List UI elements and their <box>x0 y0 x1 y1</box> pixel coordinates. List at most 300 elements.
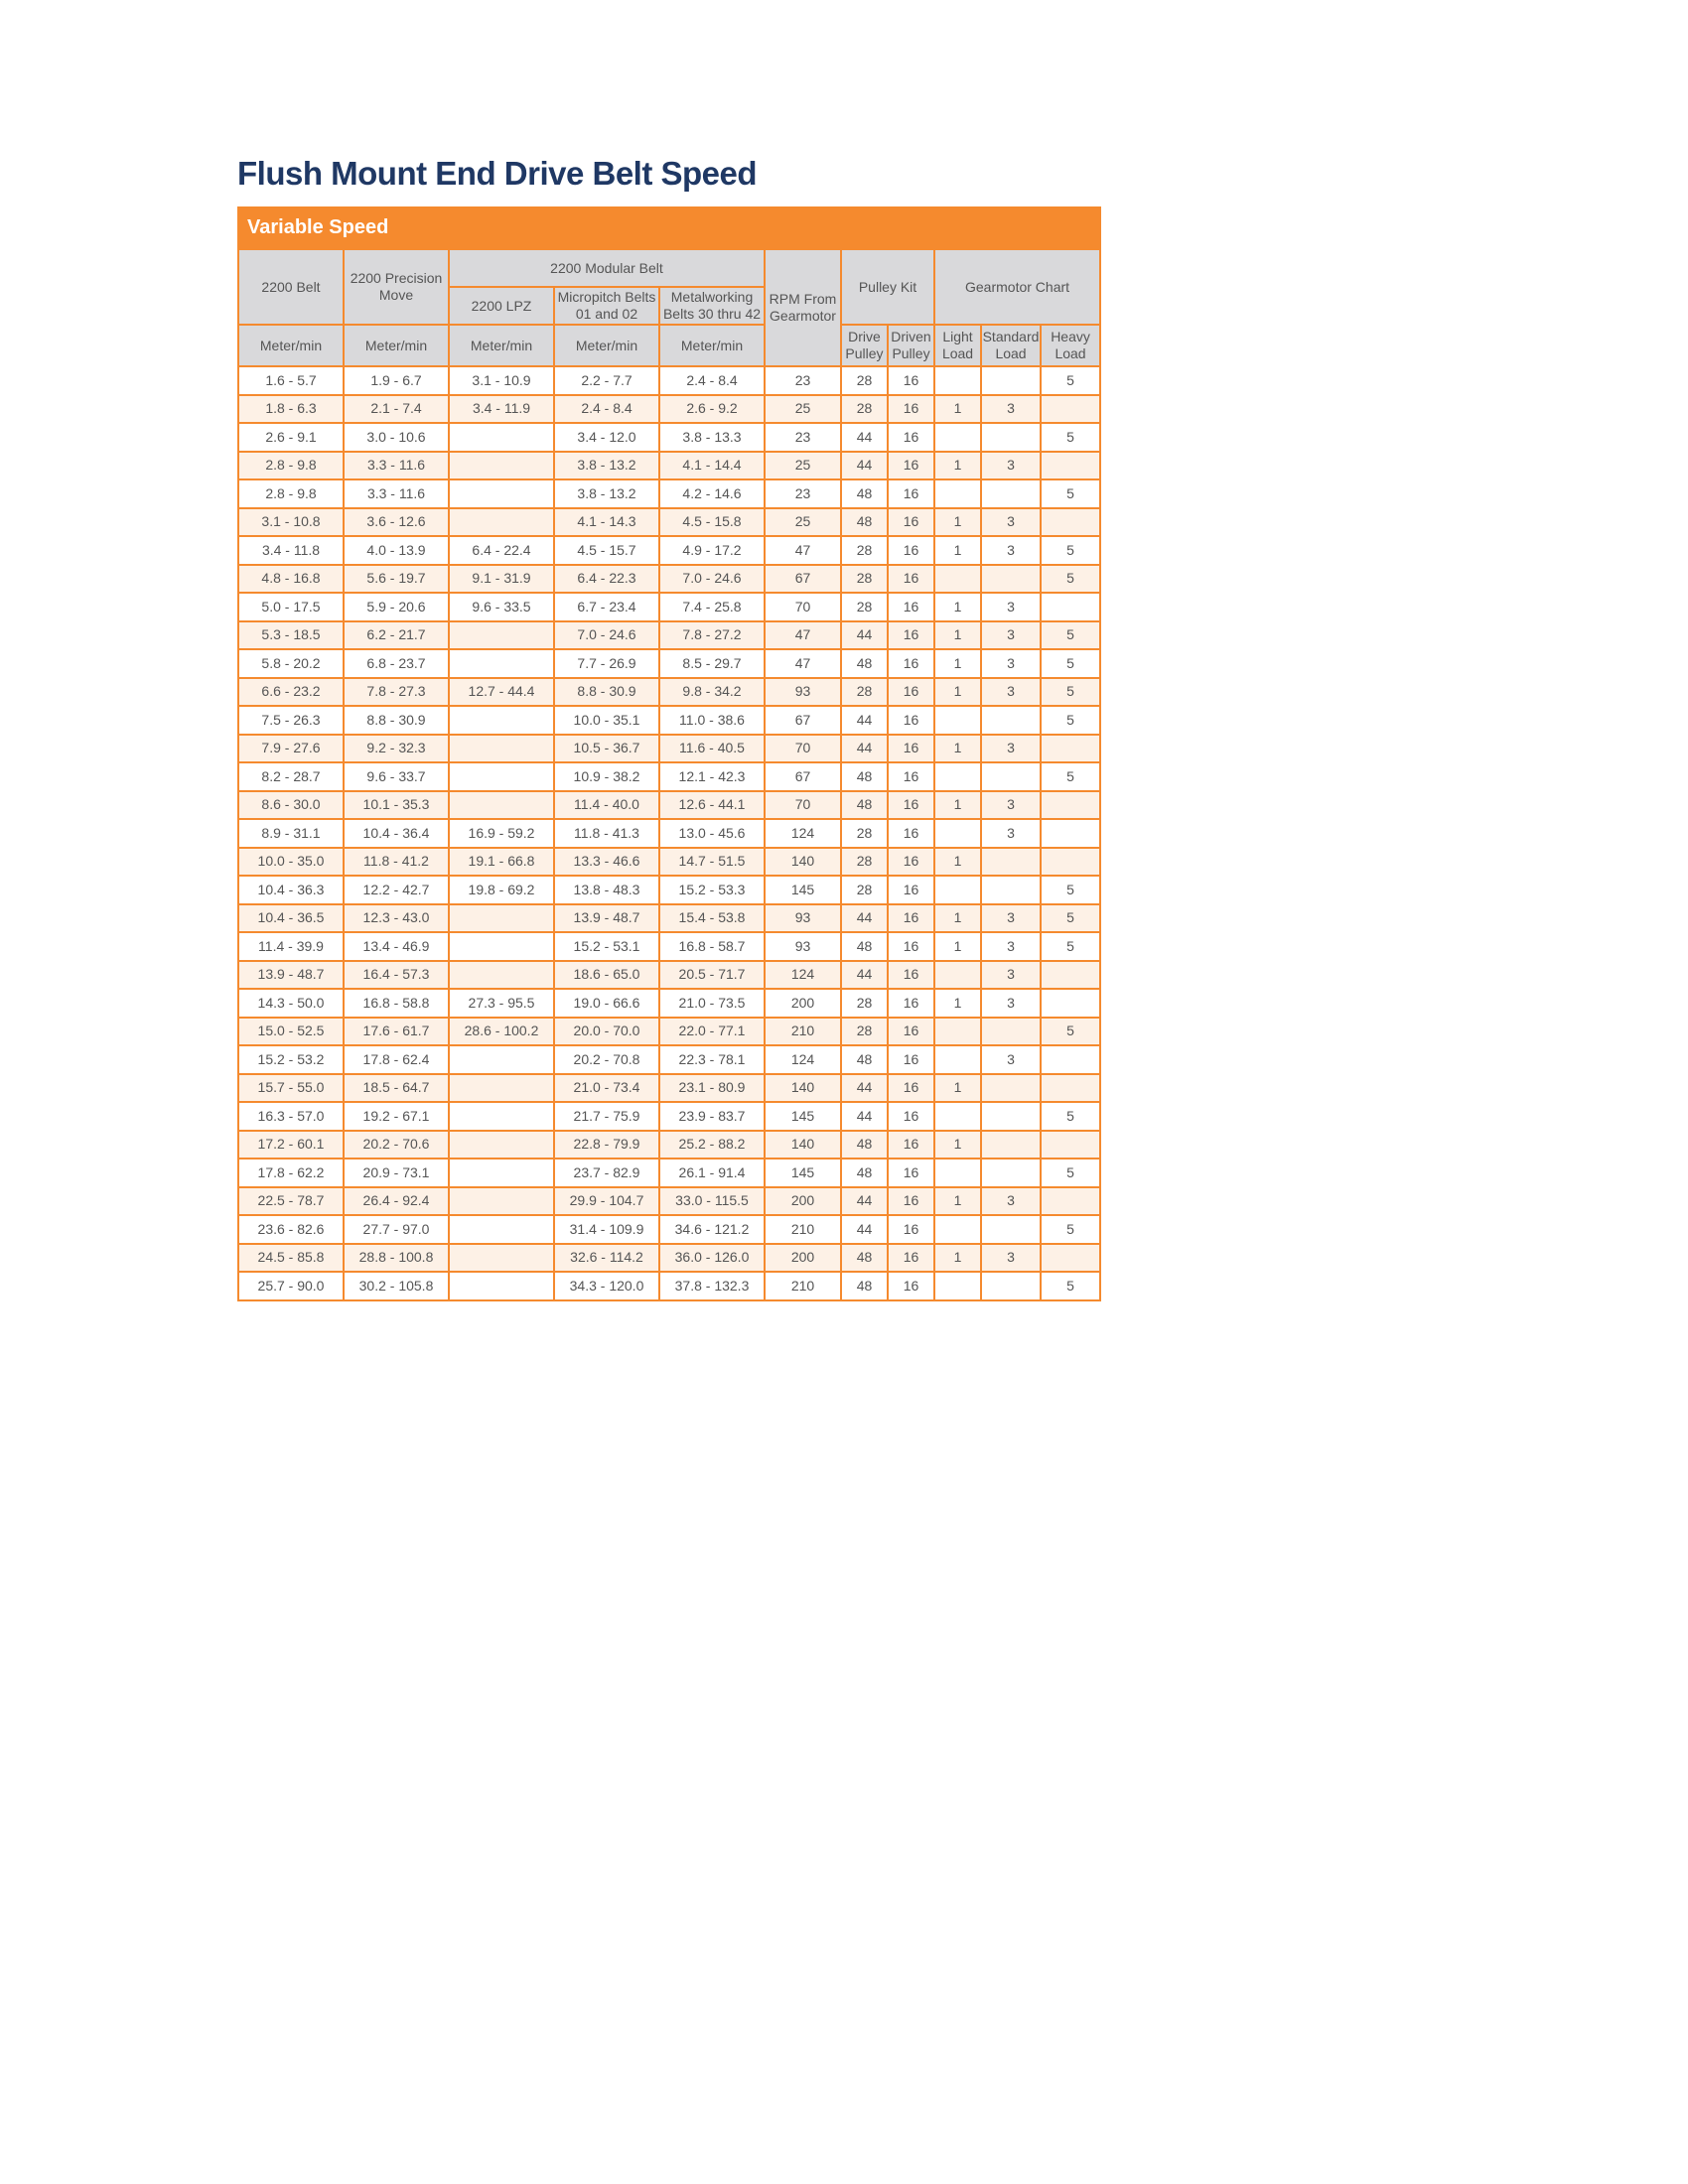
table-row <box>238 593 1100 621</box>
table-cell: 27.3 - 95.5 <box>449 989 554 1018</box>
table-cell: 23 <box>765 479 841 508</box>
table-cell: 2.8 - 9.8 <box>238 479 344 508</box>
table-cell <box>449 961 554 990</box>
table-cell: 4.2 - 14.6 <box>659 479 765 508</box>
table-cell: 12.1 - 42.3 <box>659 762 765 791</box>
table-row <box>238 1187 1100 1216</box>
table-cell: 3 <box>981 1187 1041 1216</box>
table-cell: 1 <box>934 904 981 933</box>
header-rpm: RPM From Gearmotor <box>765 249 841 366</box>
table-cell: 16 <box>888 452 934 480</box>
table-cell <box>981 1272 1041 1300</box>
table-cell <box>449 735 554 763</box>
page-title: Flush Mount End Drive Belt Speed <box>237 155 758 192</box>
table-cell: 19.0 - 66.6 <box>554 989 659 1018</box>
table-cell: 16 <box>888 1215 934 1244</box>
table-cell: 8.8 - 30.9 <box>344 706 449 735</box>
table-cell: 22.8 - 79.9 <box>554 1131 659 1160</box>
table-cell: 20.2 - 70.6 <box>344 1131 449 1160</box>
table-cell <box>449 1215 554 1244</box>
table-cell <box>934 1272 981 1300</box>
table-cell: 1 <box>934 1074 981 1103</box>
table-cell: 200 <box>765 1187 841 1216</box>
table-cell: 3.0 - 10.6 <box>344 423 449 452</box>
table-cell: 23.9 - 83.7 <box>659 1102 765 1131</box>
table-cell: 16 <box>888 1074 934 1103</box>
table-cell: 1 <box>934 508 981 537</box>
table-cell: 23.1 - 80.9 <box>659 1074 765 1103</box>
table-cell <box>934 876 981 904</box>
table-cell <box>934 819 981 848</box>
table-cell: 3 <box>981 1244 1041 1273</box>
table-cell: 1 <box>934 791 981 820</box>
table-cell: 47 <box>765 536 841 565</box>
table-cell: 10.4 - 36.4 <box>344 819 449 848</box>
table-cell: 8.8 - 30.9 <box>554 678 659 707</box>
table-cell: 5 <box>1041 1159 1100 1187</box>
table-cell: 4.1 - 14.4 <box>659 452 765 480</box>
table-cell: 44 <box>841 735 888 763</box>
table-cell <box>1041 1187 1100 1216</box>
table-cell: 17.6 - 61.7 <box>344 1018 449 1046</box>
table-cell: 28 <box>841 593 888 621</box>
table-cell: 10.4 - 36.5 <box>238 904 344 933</box>
table-cell: 1.9 - 6.7 <box>344 366 449 395</box>
table-row <box>238 1102 1100 1131</box>
table-cell: 5 <box>1041 1272 1100 1300</box>
table-row <box>238 819 1100 848</box>
unit-header: Meter/min <box>449 325 554 366</box>
table-cell: 5 <box>1041 1215 1100 1244</box>
table-cell: 145 <box>765 1102 841 1131</box>
table-cell: 93 <box>765 904 841 933</box>
table-cell: 22.5 - 78.7 <box>238 1187 344 1216</box>
table-cell <box>1041 848 1100 877</box>
table-cell: 16.3 - 57.0 <box>238 1102 344 1131</box>
table-cell: 16.9 - 59.2 <box>449 819 554 848</box>
table-cell: 37.8 - 132.3 <box>659 1272 765 1300</box>
table-cell: 34.3 - 120.0 <box>554 1272 659 1300</box>
table-cell <box>981 1131 1041 1160</box>
table-cell: 7.9 - 27.6 <box>238 735 344 763</box>
table-cell: 5 <box>1041 678 1100 707</box>
table-cell: 7.8 - 27.2 <box>659 621 765 650</box>
table-row <box>238 848 1100 877</box>
table-cell <box>934 1045 981 1074</box>
table-cell: 16 <box>888 536 934 565</box>
unit-header: Meter/min <box>344 325 449 366</box>
table-cell: 1 <box>934 621 981 650</box>
table-cell: 14.3 - 50.0 <box>238 989 344 1018</box>
table-cell: 3.4 - 11.9 <box>449 395 554 424</box>
table-cell: 124 <box>765 961 841 990</box>
table-cell: 16 <box>888 819 934 848</box>
table-row <box>238 678 1100 707</box>
table-cell: 48 <box>841 932 888 961</box>
table-cell: 2.1 - 7.4 <box>344 395 449 424</box>
table-cell: 3 <box>981 735 1041 763</box>
table-cell: 3 <box>981 1045 1041 1074</box>
table-cell: 93 <box>765 678 841 707</box>
table-cell: 22.3 - 78.1 <box>659 1045 765 1074</box>
table-cell: 10.9 - 38.2 <box>554 762 659 791</box>
table-cell: 15.7 - 55.0 <box>238 1074 344 1103</box>
table-cell: 16 <box>888 1045 934 1074</box>
table-cell: 67 <box>765 706 841 735</box>
table-cell: 20.2 - 70.8 <box>554 1045 659 1074</box>
table-cell: 44 <box>841 1187 888 1216</box>
table-cell: 16 <box>888 508 934 537</box>
table-cell: 23.6 - 82.6 <box>238 1215 344 1244</box>
table-cell: 4.0 - 13.9 <box>344 536 449 565</box>
table-cell <box>934 423 981 452</box>
table-cell: 1 <box>934 1187 981 1216</box>
table-cell <box>981 423 1041 452</box>
table-cell: 28 <box>841 536 888 565</box>
table-cell: 16 <box>888 876 934 904</box>
table-cell: 16 <box>888 932 934 961</box>
table-cell: 20.9 - 73.1 <box>344 1159 449 1187</box>
table-cell: 16.8 - 58.8 <box>344 989 449 1018</box>
table-cell: 5 <box>1041 876 1100 904</box>
table-cell: 16 <box>888 1244 934 1273</box>
table-cell: 11.4 - 39.9 <box>238 932 344 961</box>
table-cell: 5 <box>1041 762 1100 791</box>
table-cell <box>449 706 554 735</box>
table-cell: 4.5 - 15.7 <box>554 536 659 565</box>
table-cell: 1 <box>934 678 981 707</box>
table-cell: 28.8 - 100.8 <box>344 1244 449 1273</box>
table-cell: 3 <box>981 649 1041 678</box>
table-cell: 70 <box>765 791 841 820</box>
table-cell: 200 <box>765 1244 841 1273</box>
table-cell: 13.3 - 46.6 <box>554 848 659 877</box>
table-cell: 16 <box>888 479 934 508</box>
table-cell: 48 <box>841 649 888 678</box>
header-pulley-kit: Pulley Kit <box>841 249 934 325</box>
table-cell: 2.4 - 8.4 <box>659 366 765 395</box>
table-row <box>238 1244 1100 1273</box>
table-cell: 48 <box>841 1045 888 1074</box>
unit-header: Meter/min <box>238 325 344 366</box>
table-cell: 3 <box>981 508 1041 537</box>
table-cell: 1 <box>934 1131 981 1160</box>
table-cell <box>449 1272 554 1300</box>
table-cell: 28 <box>841 395 888 424</box>
table-cell: 25 <box>765 452 841 480</box>
table-cell: 16 <box>888 1018 934 1046</box>
table-row <box>238 1131 1100 1160</box>
table-cell: 5.6 - 19.7 <box>344 565 449 594</box>
table-cell: 15.2 - 53.1 <box>554 932 659 961</box>
table-cell: 9.6 - 33.7 <box>344 762 449 791</box>
unit-header: Meter/min <box>554 325 659 366</box>
table-cell <box>449 1244 554 1273</box>
table-cell: 48 <box>841 791 888 820</box>
table-cell <box>1041 395 1100 424</box>
table-cell: 1 <box>934 593 981 621</box>
table-cell <box>449 791 554 820</box>
table-cell: 16 <box>888 1159 934 1187</box>
table-cell: 28 <box>841 989 888 1018</box>
table-cell: 28 <box>841 678 888 707</box>
table-cell: 210 <box>765 1215 841 1244</box>
table-cell: 16 <box>888 565 934 594</box>
table-cell: 16 <box>888 848 934 877</box>
table-row <box>238 621 1100 650</box>
table-cell: 140 <box>765 848 841 877</box>
table-cell: 17.8 - 62.4 <box>344 1045 449 1074</box>
table-cell: 2.8 - 9.8 <box>238 452 344 480</box>
table-cell: 16 <box>888 791 934 820</box>
table-cell: 16 <box>888 1102 934 1131</box>
table-cell <box>981 762 1041 791</box>
header-gearmotor-chart: Gearmotor Chart <box>934 249 1100 325</box>
table-cell <box>449 479 554 508</box>
table-cell: 4.1 - 14.3 <box>554 508 659 537</box>
table-cell: 145 <box>765 1159 841 1187</box>
table-cell: 36.0 - 126.0 <box>659 1244 765 1273</box>
header-lpz: 2200 LPZ <box>449 287 554 325</box>
table-cell: 10.5 - 36.7 <box>554 735 659 763</box>
table-cell: 28 <box>841 366 888 395</box>
table-cell <box>934 706 981 735</box>
table-cell: 26.1 - 91.4 <box>659 1159 765 1187</box>
table-cell: 3 <box>981 961 1041 990</box>
table-cell: 6.4 - 22.4 <box>449 536 554 565</box>
table-cell: 25.7 - 90.0 <box>238 1272 344 1300</box>
table-cell: 27.7 - 97.0 <box>344 1215 449 1244</box>
table-cell: 12.3 - 43.0 <box>344 904 449 933</box>
table-cell: 7.0 - 24.6 <box>659 565 765 594</box>
table-cell: 1 <box>934 932 981 961</box>
table-cell: 5 <box>1041 536 1100 565</box>
table-cell: 9.8 - 34.2 <box>659 678 765 707</box>
table-cell: 47 <box>765 649 841 678</box>
table-cell <box>1041 989 1100 1018</box>
table-cell: 8.6 - 30.0 <box>238 791 344 820</box>
header-heavy-load: Heavy Load <box>1041 325 1100 366</box>
table-cell: 6.6 - 23.2 <box>238 678 344 707</box>
table-cell: 16 <box>888 904 934 933</box>
table-cell: 210 <box>765 1018 841 1046</box>
table-cell: 10.1 - 35.3 <box>344 791 449 820</box>
table-row <box>238 791 1100 820</box>
table-cell <box>449 649 554 678</box>
table-cell <box>449 452 554 480</box>
table-cell: 5 <box>1041 565 1100 594</box>
table-cell: 5 <box>1041 1018 1100 1046</box>
table-cell: 25 <box>765 508 841 537</box>
table-cell: 140 <box>765 1131 841 1160</box>
table-cell: 3.8 - 13.3 <box>659 423 765 452</box>
table-cell <box>934 479 981 508</box>
table-row <box>238 536 1100 565</box>
table-cell: 3 <box>981 791 1041 820</box>
table-cell <box>449 1131 554 1160</box>
table-cell: 16 <box>888 989 934 1018</box>
table-row <box>238 565 1100 594</box>
table-cell: 6.2 - 21.7 <box>344 621 449 650</box>
table-row <box>238 508 1100 537</box>
table-cell: 70 <box>765 735 841 763</box>
table-cell <box>981 366 1041 395</box>
table-cell: 44 <box>841 961 888 990</box>
table-cell: 19.8 - 69.2 <box>449 876 554 904</box>
table-row <box>238 479 1100 508</box>
table-cell: 3.8 - 13.2 <box>554 452 659 480</box>
table-cell: 30.2 - 105.8 <box>344 1272 449 1300</box>
table-cell: 124 <box>765 1045 841 1074</box>
table-cell: 21.7 - 75.9 <box>554 1102 659 1131</box>
table-row <box>238 452 1100 480</box>
table-row <box>238 1045 1100 1074</box>
table-cell: 28 <box>841 565 888 594</box>
table-cell <box>1041 791 1100 820</box>
table-cell: 10.0 - 35.0 <box>238 848 344 877</box>
table-cell: 3 <box>981 621 1041 650</box>
table-cell: 3 <box>981 678 1041 707</box>
table-cell: 4.9 - 17.2 <box>659 536 765 565</box>
table-cell: 200 <box>765 989 841 1018</box>
table-cell: 6.8 - 23.7 <box>344 649 449 678</box>
table-cell: 28 <box>841 876 888 904</box>
table-cell <box>934 565 981 594</box>
table-cell: 17.2 - 60.1 <box>238 1131 344 1160</box>
table-cell <box>1041 452 1100 480</box>
table-cell: 5 <box>1041 366 1100 395</box>
table-cell: 5.8 - 20.2 <box>238 649 344 678</box>
table-cell: 1 <box>934 395 981 424</box>
table-cell: 3 <box>981 536 1041 565</box>
table-cell: 8.2 - 28.7 <box>238 762 344 791</box>
table-cell: 7.8 - 27.3 <box>344 678 449 707</box>
table-cell: 1.6 - 5.7 <box>238 366 344 395</box>
table-cell <box>1041 819 1100 848</box>
table-cell <box>449 1102 554 1131</box>
table-cell: 2.2 - 7.7 <box>554 366 659 395</box>
table-row <box>238 706 1100 735</box>
table-cell: 28 <box>841 848 888 877</box>
table-cell: 3.6 - 12.6 <box>344 508 449 537</box>
table-cell: 20.0 - 70.0 <box>554 1018 659 1046</box>
table-cell: 5.0 - 17.5 <box>238 593 344 621</box>
table-cell: 11.4 - 40.0 <box>554 791 659 820</box>
table-row <box>238 395 1100 424</box>
table-cell: 20.5 - 71.7 <box>659 961 765 990</box>
table-cell <box>981 1074 1041 1103</box>
table-row <box>238 762 1100 791</box>
table-row <box>238 1159 1100 1187</box>
table-row <box>238 649 1100 678</box>
table-cell: 14.7 - 51.5 <box>659 848 765 877</box>
table-cell: 3.3 - 11.6 <box>344 479 449 508</box>
table-cell <box>934 762 981 791</box>
table-cell: 5 <box>1041 706 1100 735</box>
table-cell: 16.8 - 58.7 <box>659 932 765 961</box>
table-cell: 3.4 - 11.8 <box>238 536 344 565</box>
table-cell: 16 <box>888 593 934 621</box>
table-cell: 28 <box>841 819 888 848</box>
table-cell: 145 <box>765 876 841 904</box>
table-cell: 16 <box>888 1131 934 1160</box>
table-cell: 13.0 - 45.6 <box>659 819 765 848</box>
table-cell: 15.2 - 53.2 <box>238 1045 344 1074</box>
table-cell: 5.9 - 20.6 <box>344 593 449 621</box>
table-cell <box>1041 593 1100 621</box>
table-body <box>238 366 1100 1300</box>
table-cell: 16 <box>888 1187 934 1216</box>
table-cell: 2.6 - 9.1 <box>238 423 344 452</box>
table-cell: 21.0 - 73.4 <box>554 1074 659 1103</box>
table-cell: 16 <box>888 621 934 650</box>
table-cell: 23 <box>765 423 841 452</box>
table-cell: 9.6 - 33.5 <box>449 593 554 621</box>
table-cell: 7.5 - 26.3 <box>238 706 344 735</box>
table-cell <box>449 621 554 650</box>
table-cell: 124 <box>765 819 841 848</box>
table-cell: 44 <box>841 1102 888 1131</box>
table-cell: 12.6 - 44.1 <box>659 791 765 820</box>
table-cell: 48 <box>841 479 888 508</box>
table-row <box>238 1018 1100 1046</box>
table-cell: 8.9 - 31.1 <box>238 819 344 848</box>
table-row <box>238 735 1100 763</box>
table-cell: 25.2 - 88.2 <box>659 1131 765 1160</box>
header-light-load: Light Load <box>934 325 981 366</box>
table-cell: 44 <box>841 621 888 650</box>
table-cell: 3.4 - 12.0 <box>554 423 659 452</box>
table-cell: 16 <box>888 961 934 990</box>
table-cell: 3 <box>981 395 1041 424</box>
table-cell <box>449 1045 554 1074</box>
table-banner: Variable Speed <box>237 206 1101 248</box>
table-cell: 48 <box>841 508 888 537</box>
table-row <box>238 366 1100 395</box>
table-cell <box>934 1159 981 1187</box>
table-cell: 44 <box>841 904 888 933</box>
table-cell: 7.4 - 25.8 <box>659 593 765 621</box>
table-cell: 67 <box>765 762 841 791</box>
table-cell: 5.3 - 18.5 <box>238 621 344 650</box>
table-cell: 3.3 - 11.6 <box>344 452 449 480</box>
table-cell: 3.8 - 13.2 <box>554 479 659 508</box>
table-cell <box>449 762 554 791</box>
table-cell: 48 <box>841 762 888 791</box>
table-cell: 16 <box>888 762 934 791</box>
table-cell: 140 <box>765 1074 841 1103</box>
table-cell: 5 <box>1041 904 1100 933</box>
table-cell: 16 <box>888 706 934 735</box>
table-cell: 16 <box>888 423 934 452</box>
header-driven-pulley: Driven Pulley <box>888 325 934 366</box>
table-cell: 44 <box>841 423 888 452</box>
table-cell: 15.4 - 53.8 <box>659 904 765 933</box>
table-cell: 5 <box>1041 1102 1100 1131</box>
table-cell: 11.0 - 38.6 <box>659 706 765 735</box>
table-cell: 67 <box>765 565 841 594</box>
table-cell: 6.4 - 22.3 <box>554 565 659 594</box>
table-cell <box>934 366 981 395</box>
table-cell: 13.8 - 48.3 <box>554 876 659 904</box>
table-cell: 1 <box>934 989 981 1018</box>
table-cell: 1 <box>934 649 981 678</box>
table-cell: 44 <box>841 1215 888 1244</box>
table-cell: 4.8 - 16.8 <box>238 565 344 594</box>
table-cell: 23 <box>765 366 841 395</box>
header-2200-belt: 2200 Belt <box>238 249 344 325</box>
table-cell: 13.9 - 48.7 <box>554 904 659 933</box>
